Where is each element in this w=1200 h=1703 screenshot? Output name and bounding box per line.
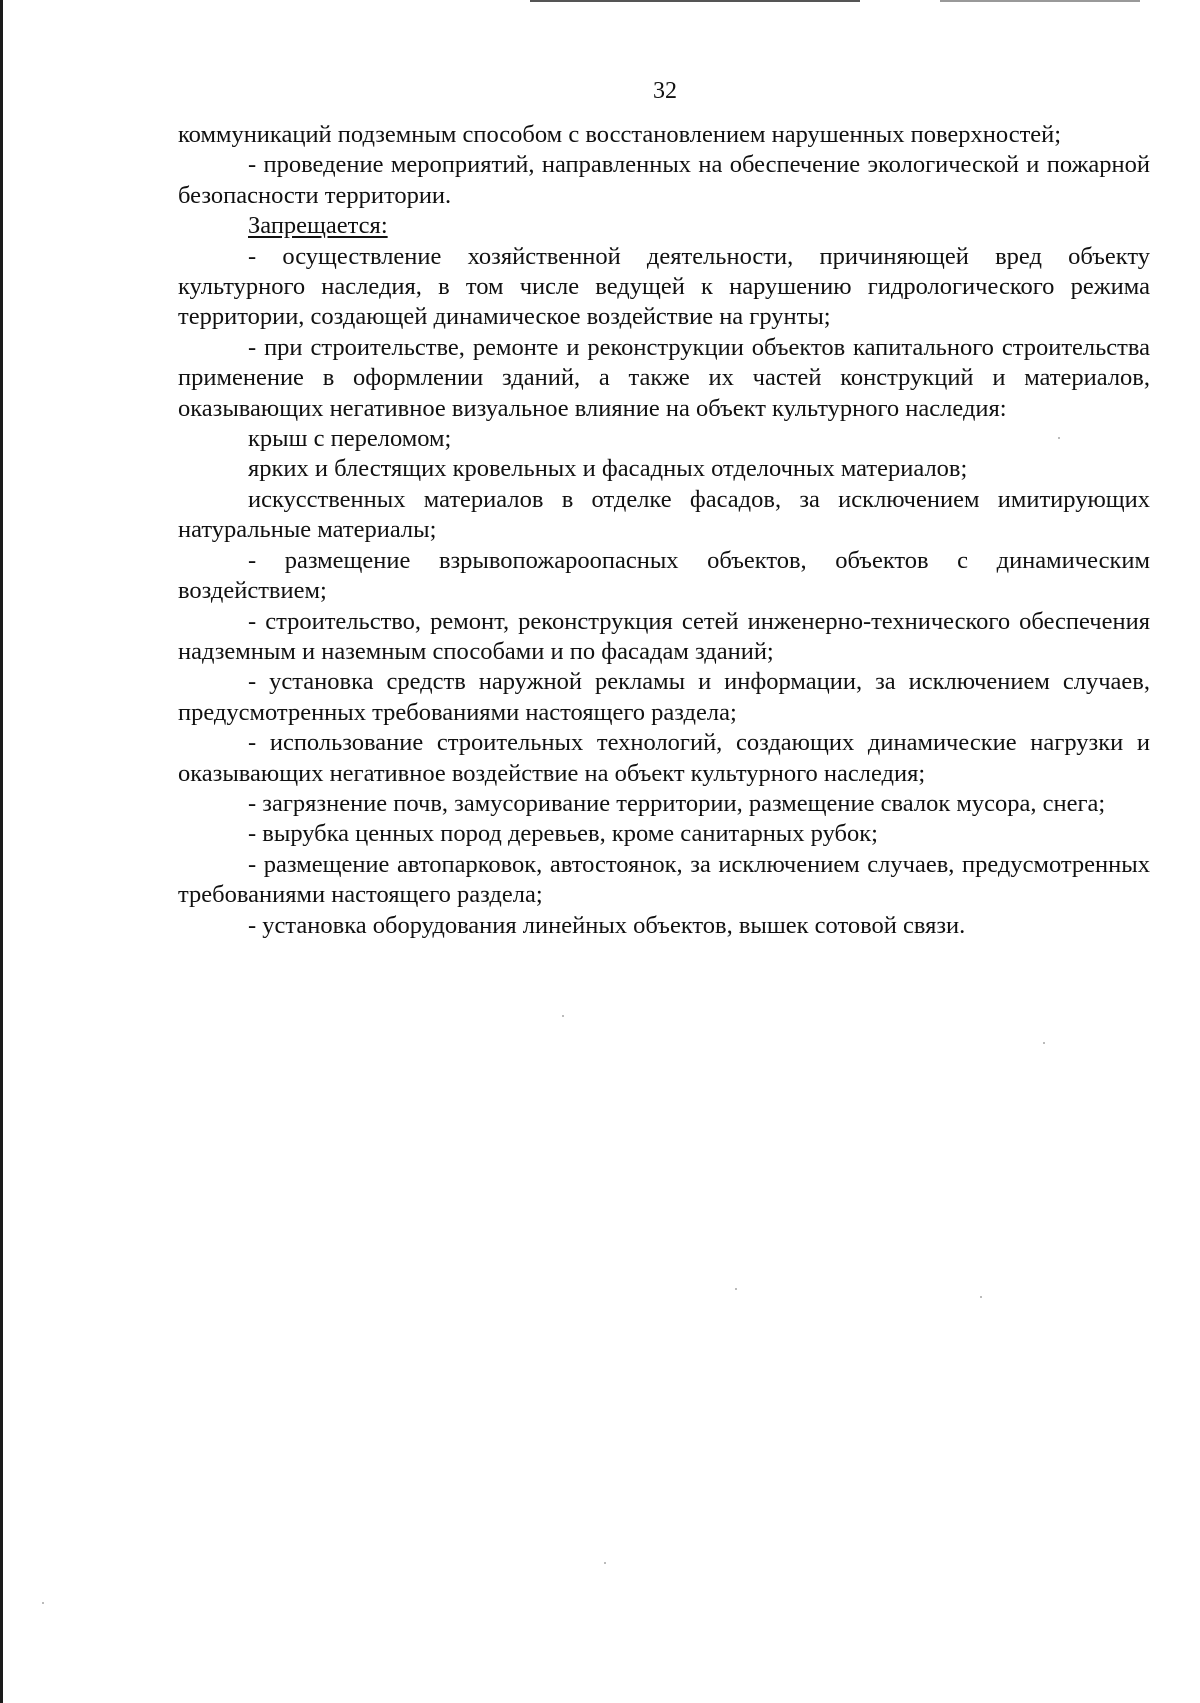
paragraph: искусственных материалов в отделке фасадов, за исключением имитирующих натуральные материалы; xyxy=(178,485,1150,544)
paragraph: крыш с переломом; xyxy=(248,425,452,453)
scan-speck xyxy=(604,1562,606,1564)
scan-speck xyxy=(1043,1042,1045,1044)
paragraph: - установка оборудования линейных объектов, вышек сотовой связи. xyxy=(248,911,966,939)
scan-speck xyxy=(42,1602,44,1604)
paragraph: - при строительстве, ремонте и реконструкции объектов капитального строительства применение в оформлении зданий, а также их частей конструкций и материалов, оказывающих негативное визуальное влияние на объект культурного наследия: xyxy=(178,333,1150,422)
document-body xyxy=(178,120,1150,941)
scan-left-edge xyxy=(0,0,3,1703)
scan-speck xyxy=(562,1015,564,1017)
paragraph: - размещение взрывопожароопасных объектов, объектов с динамическим воздействием; xyxy=(178,546,1150,605)
paragraph: - размещение автопарковок, автостоянок, за исключением случаев, предусмотренных требованиями настоящего раздела; xyxy=(178,850,1150,909)
scan-speck xyxy=(735,1288,737,1290)
section-heading xyxy=(178,211,1150,241)
paragraph: - осуществление хозяйственной деятельности, причиняющей вред объекту культурного наследия, в том числе ведущей к нарушению гидрологического режима территории, создающей динамическое воздействие на грунты; xyxy=(178,242,1150,331)
section-heading-text: Запрещается: xyxy=(248,212,388,240)
page-number: 32 xyxy=(653,78,677,104)
paragraph: коммуникаций подземным способом с восстановлением нарушенных поверхностей; xyxy=(178,121,1062,148)
paragraph: - проведение мероприятий, направленных на обеспечение экологической и пожарной безопасности территории. xyxy=(178,151,1150,209)
paragraph: - загрязнение почв, замусоривание территории, размещение свалок мусора, снега; xyxy=(248,789,1106,817)
scan-top-edge xyxy=(530,0,860,2)
paragraph: - установка средств наружной рекламы и информации, за исключением случаев, предусмотренных требованиями настоящего раздела; xyxy=(178,668,1150,726)
paragraph: - вырубка ценных пород деревьев, кроме санитарных рубок; xyxy=(248,820,878,848)
scan-top-edge xyxy=(940,0,1140,2)
paragraph: ярких и блестящих кровельных и фасадных отделочных материалов; xyxy=(248,455,968,483)
scan-speck xyxy=(980,1296,982,1298)
paragraph: - строительство, ремонт, реконструкция сетей инженерно-технического обеспечения надземным и наземным способами и по фасадам зданий; xyxy=(178,607,1150,665)
paragraph: - использование строительных технологий, создающих динамические нагрузки и оказывающих негативное воздействие на объект культурного наследия; xyxy=(178,729,1150,787)
